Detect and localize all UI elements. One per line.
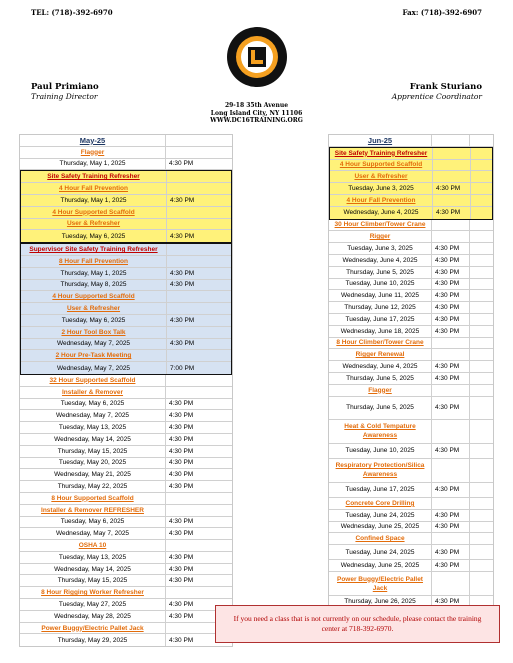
course-row <box>330 171 492 183</box>
session-time: 4:30 PM <box>169 636 194 644</box>
session-date: Wednesday, June 18, 2025 <box>329 326 432 337</box>
session-date: Tuesday, May 6, 2025 <box>20 399 166 410</box>
session-time: 4:30 PM <box>169 518 194 526</box>
session-date: Thursday, May 15, 2025 <box>20 575 166 586</box>
course-title: User & Refresher <box>21 219 167 230</box>
session-date: Tuesday, May 27, 2025 <box>20 599 166 610</box>
session-row <box>20 159 232 171</box>
course-title: Rigger <box>329 231 432 242</box>
session-row <box>20 410 232 422</box>
session-date: Wednesday, May 7, 2025 <box>20 528 166 539</box>
session-date: Tuesday, May 13, 2025 <box>20 552 166 563</box>
session-row <box>20 611 232 623</box>
course-title: 4 Hour Supported Scaffold <box>330 160 433 171</box>
session-date: Wednesday, June 4, 2025 <box>329 361 432 372</box>
session-time: 4:30 PM <box>433 207 471 219</box>
course-title: Installer & Remover <box>20 387 166 398</box>
apprentice-coordinator-name: Frank Sturiano <box>409 82 482 92</box>
session-time: 4:30 PM <box>432 255 470 266</box>
course-row <box>21 303 231 315</box>
session-time: 7:00 PM <box>170 364 195 372</box>
course-title: Installer & Remover REFRESHER <box>20 505 166 516</box>
session-time: 4:30 PM <box>432 397 470 420</box>
highlighted-course-group <box>329 147 493 220</box>
session-row <box>20 458 232 470</box>
session-row <box>20 528 232 540</box>
course-title: Respiratory Protection/Silica Awareness <box>329 459 432 482</box>
training-director <box>31 82 99 101</box>
session-time: 4:30 PM <box>169 577 194 585</box>
session-date: Thursday, June 5, 2025 <box>329 373 432 384</box>
session-time: 4:30 PM <box>169 471 194 479</box>
course-title: OSHA 10 <box>20 540 166 551</box>
session-date: Wednesday, May 14, 2025 <box>20 434 166 445</box>
training-director-name: Paul Primiano <box>31 82 99 92</box>
session-date: Tuesday, May 20, 2025 <box>20 458 166 469</box>
session-row <box>20 517 232 529</box>
session-row <box>20 552 232 564</box>
course-title: Rigger Renewal <box>329 349 432 360</box>
session-time: 4:30 PM <box>432 522 470 533</box>
session-row <box>20 446 232 458</box>
course-title: Power Buggy/Electric Pallet Jack <box>20 623 166 634</box>
session-row <box>330 183 492 195</box>
highlighted-course-group <box>20 243 232 375</box>
course-row <box>20 623 232 635</box>
session-row <box>21 268 231 280</box>
session-date: Thursday, June 5, 2025 <box>329 267 432 278</box>
course-row <box>329 338 493 350</box>
session-row <box>20 481 232 493</box>
address-street: 29-18 35th Avenue <box>224 102 289 109</box>
june-month-header <box>329 135 493 147</box>
session-time: 4:30 PM <box>170 196 195 204</box>
session-time: 4:30 PM <box>169 565 194 573</box>
session-date: Tuesday, June 17, 2025 <box>329 314 432 325</box>
course-row <box>20 387 232 399</box>
session-date: Tuesday, May 13, 2025 <box>20 422 166 433</box>
session-date: Thursday, May 22, 2025 <box>20 481 166 492</box>
session-time: 4:30 PM <box>169 483 194 490</box>
session-time: 4:30 PM <box>432 373 470 384</box>
session-time: 4:30 PM <box>432 483 470 497</box>
apprentice-coordinator <box>392 82 482 101</box>
course-row <box>329 420 493 444</box>
session-date: Wednesday, May 21, 2025 <box>20 469 166 480</box>
course-title: Flagger <box>20 147 166 158</box>
month-label: May-25 <box>20 135 166 146</box>
session-time: 4:30 PM <box>170 316 195 324</box>
may-month-header <box>20 135 232 147</box>
session-date: Tuesday, June 24, 2025 <box>329 510 432 521</box>
course-row <box>21 350 231 362</box>
fax-number: Fax: (718)-392-6907 <box>402 8 482 17</box>
session-date: Thursday, May 8, 2025 <box>21 280 167 291</box>
session-date: Wednesday, May 7, 2025 <box>21 362 167 374</box>
course-row <box>330 148 492 160</box>
session-date: Wednesday, May 7, 2025 <box>21 339 167 350</box>
session-time: 4:30 PM <box>170 281 195 289</box>
session-row <box>329 326 493 338</box>
session-date: Thursday, May 15, 2025 <box>20 446 166 457</box>
course-row <box>329 220 493 232</box>
course-title: 4 Hour Fall Prevention <box>330 195 433 206</box>
course-row <box>20 587 232 599</box>
course-title: Power Buggy/Electric Pallet Jack <box>329 572 432 595</box>
session-time: 4:30 PM <box>432 243 470 254</box>
session-date: Thursday, May 1, 2025 <box>21 268 167 279</box>
session-time: 4:30 PM <box>432 326 470 337</box>
session-time: 4:30 PM <box>169 447 194 455</box>
course-row <box>20 147 232 159</box>
session-row <box>21 230 231 242</box>
session-date: Wednesday, June 4, 2025 <box>329 255 432 266</box>
course-title: Confined Space <box>329 533 432 544</box>
course-row <box>330 195 492 207</box>
session-row <box>21 195 231 207</box>
course-row <box>21 291 231 303</box>
course-title: Concrete Core Drilling <box>329 498 432 509</box>
course-title: Site Safety Training Refresher <box>21 171 167 182</box>
session-time: 4:30 PM <box>170 340 195 348</box>
contact-notice: If you need a class that is not currently on our schedule, please contact the training center at 718-392-6970. <box>215 605 500 643</box>
session-time: 4:30 PM <box>433 183 471 194</box>
session-row <box>329 243 493 255</box>
session-time: 4:30 PM <box>432 444 470 458</box>
session-row <box>329 545 493 560</box>
session-time: 4:30 PM <box>432 545 470 559</box>
session-row <box>329 279 493 291</box>
session-row <box>21 315 231 327</box>
course-row <box>329 572 493 596</box>
session-row <box>329 510 493 522</box>
session-row <box>21 339 231 351</box>
session-date: Tuesday, May 6, 2025 <box>21 315 167 326</box>
session-date: Tuesday, June 10, 2025 <box>329 279 432 290</box>
session-date: Wednesday, May 14, 2025 <box>20 564 166 575</box>
session-time: 4:30 PM <box>169 553 194 561</box>
course-title: 8 Hour Rigging Worker Refresher <box>20 587 166 598</box>
session-row <box>329 373 493 385</box>
session-time: 4:30 PM <box>432 510 470 521</box>
course-row <box>21 256 231 268</box>
session-time: 4:30 PM <box>169 459 194 467</box>
course-row <box>20 493 232 505</box>
course-row <box>329 231 493 243</box>
training-director-title: Training Director <box>31 92 98 101</box>
session-date: Tuesday, May 6, 2025 <box>20 517 166 528</box>
course-row <box>21 327 231 339</box>
session-date: Thursday, June 12, 2025 <box>329 302 432 313</box>
session-date: Thursday, June 26, 2025 <box>329 596 432 608</box>
session-date: Tuesday, June 17, 2025 <box>329 483 432 497</box>
session-date: Wednesday, June 25, 2025 <box>329 560 432 571</box>
union-logo <box>226 26 288 88</box>
session-row <box>20 634 232 646</box>
course-title: 32 Hour Supported Scaffold <box>20 375 166 386</box>
course-row <box>20 540 232 552</box>
website-link[interactable]: WWW.DC16TRAINING.ORG <box>210 117 303 124</box>
session-row <box>329 314 493 326</box>
session-row <box>21 362 231 374</box>
session-time: 4:30 PM <box>432 596 470 608</box>
course-row <box>20 375 232 387</box>
session-row <box>329 560 493 572</box>
course-title: User & Refresher <box>330 171 433 182</box>
session-row <box>329 397 493 421</box>
session-time: 4:30 PM <box>432 290 470 301</box>
course-row <box>329 498 493 510</box>
course-title: 8 Hour Fall Prevention <box>21 256 167 267</box>
course-row <box>329 533 493 545</box>
session-row <box>329 483 493 498</box>
session-time: 4:30 PM <box>432 279 470 290</box>
session-date: Wednesday, June 11, 2025 <box>329 290 432 301</box>
course-title: Flagger <box>329 385 432 396</box>
session-date: Thursday, May 1, 2025 <box>20 159 166 170</box>
session-date: Tuesday, June 3, 2025 <box>330 183 433 194</box>
session-row <box>20 434 232 446</box>
session-time: 4:30 PM <box>432 267 470 278</box>
course-title: 4 Hour Fall Prevention <box>21 183 167 194</box>
course-title: Heat & Cold Tempature Awareness <box>329 420 432 443</box>
session-date: Tuesday, June 10, 2025 <box>329 444 432 458</box>
course-row <box>21 171 231 183</box>
course-title: 2 Hour Tool Box Talk <box>21 327 167 338</box>
session-row <box>330 207 492 219</box>
highlighted-course-group <box>20 170 232 243</box>
course-row <box>21 219 231 231</box>
session-time: 4:30 PM <box>169 612 194 620</box>
session-time: 4:30 PM <box>169 160 194 168</box>
session-time: 4:30 PM <box>432 302 470 313</box>
telephone-number: TEL: (718)-392-6970 <box>31 8 113 17</box>
session-time: 4:30 PM <box>432 560 470 571</box>
session-time: 4:30 PM <box>169 424 194 432</box>
session-date: Wednesday, May 28, 2025 <box>20 611 166 622</box>
session-time: 4:30 PM <box>432 361 470 372</box>
session-time: 4:30 PM <box>432 314 470 325</box>
course-row <box>329 459 493 483</box>
session-date: Tuesday, June 3, 2025 <box>329 243 432 254</box>
session-date: Thursday, June 5, 2025 <box>329 397 432 420</box>
session-row <box>20 575 232 587</box>
address-city: Long Island City, NY 11106 <box>210 109 303 117</box>
session-row <box>20 422 232 434</box>
course-row <box>20 505 232 517</box>
session-date: Wednesday, May 7, 2025 <box>20 410 166 421</box>
session-date: Thursday, May 29, 2025 <box>20 634 166 646</box>
course-row <box>329 385 493 397</box>
session-row <box>20 469 232 481</box>
course-row <box>21 207 231 219</box>
session-time: 4:30 PM <box>169 530 194 538</box>
session-row <box>329 444 493 459</box>
session-row <box>20 564 232 576</box>
session-date: Tuesday, June 24, 2025 <box>329 545 432 559</box>
session-time: 4:30 PM <box>169 435 194 443</box>
session-time: 4:30 PM <box>169 400 194 408</box>
session-row <box>21 280 231 292</box>
course-row <box>21 183 231 195</box>
session-time: 4:30 PM <box>170 232 195 240</box>
june-schedule-table <box>328 134 494 609</box>
session-date: Thursday, May 1, 2025 <box>21 195 167 206</box>
course-row <box>330 160 492 172</box>
session-row <box>20 599 232 611</box>
course-title: 8 Hour Supported Scaffold <box>20 493 166 504</box>
organization-address <box>180 102 333 125</box>
apprentice-coordinator-title: Apprentice Coordinator <box>391 92 482 101</box>
session-row <box>329 290 493 302</box>
session-date: Wednesday, June 25, 2025 <box>329 522 432 533</box>
may-schedule-table <box>19 134 233 647</box>
course-title: 4 Hour Supported Scaffold <box>21 291 167 302</box>
course-title: User & Refresher <box>21 303 167 314</box>
course-title: Supervisor Site Safety Training Refresher <box>21 244 167 255</box>
session-row <box>329 302 493 314</box>
course-title: 8 Hour Climber/Tower Crane <box>329 338 432 349</box>
session-time: 4:30 PM <box>169 412 194 420</box>
course-title: 30 Hour Climber/Tower Crane <box>329 220 432 231</box>
session-time: 4:30 PM <box>170 269 195 277</box>
course-title: 4 Hour Supported Scaffold <box>21 207 167 218</box>
course-row <box>21 244 231 256</box>
session-row <box>329 255 493 267</box>
course-title: Site Safety Training Refresher <box>330 148 433 159</box>
session-time: 4:30 PM <box>169 600 194 608</box>
session-row <box>329 267 493 279</box>
session-row <box>20 399 232 411</box>
session-date: Wednesday, June 4, 2025 <box>330 207 433 219</box>
session-row <box>329 361 493 373</box>
month-label: Jun-25 <box>329 135 432 146</box>
course-row <box>329 349 493 361</box>
course-title: 2 Hour Pre-Task Meeting <box>21 350 167 361</box>
session-date: Tuesday, May 6, 2025 <box>21 230 167 242</box>
session-row <box>329 522 493 534</box>
